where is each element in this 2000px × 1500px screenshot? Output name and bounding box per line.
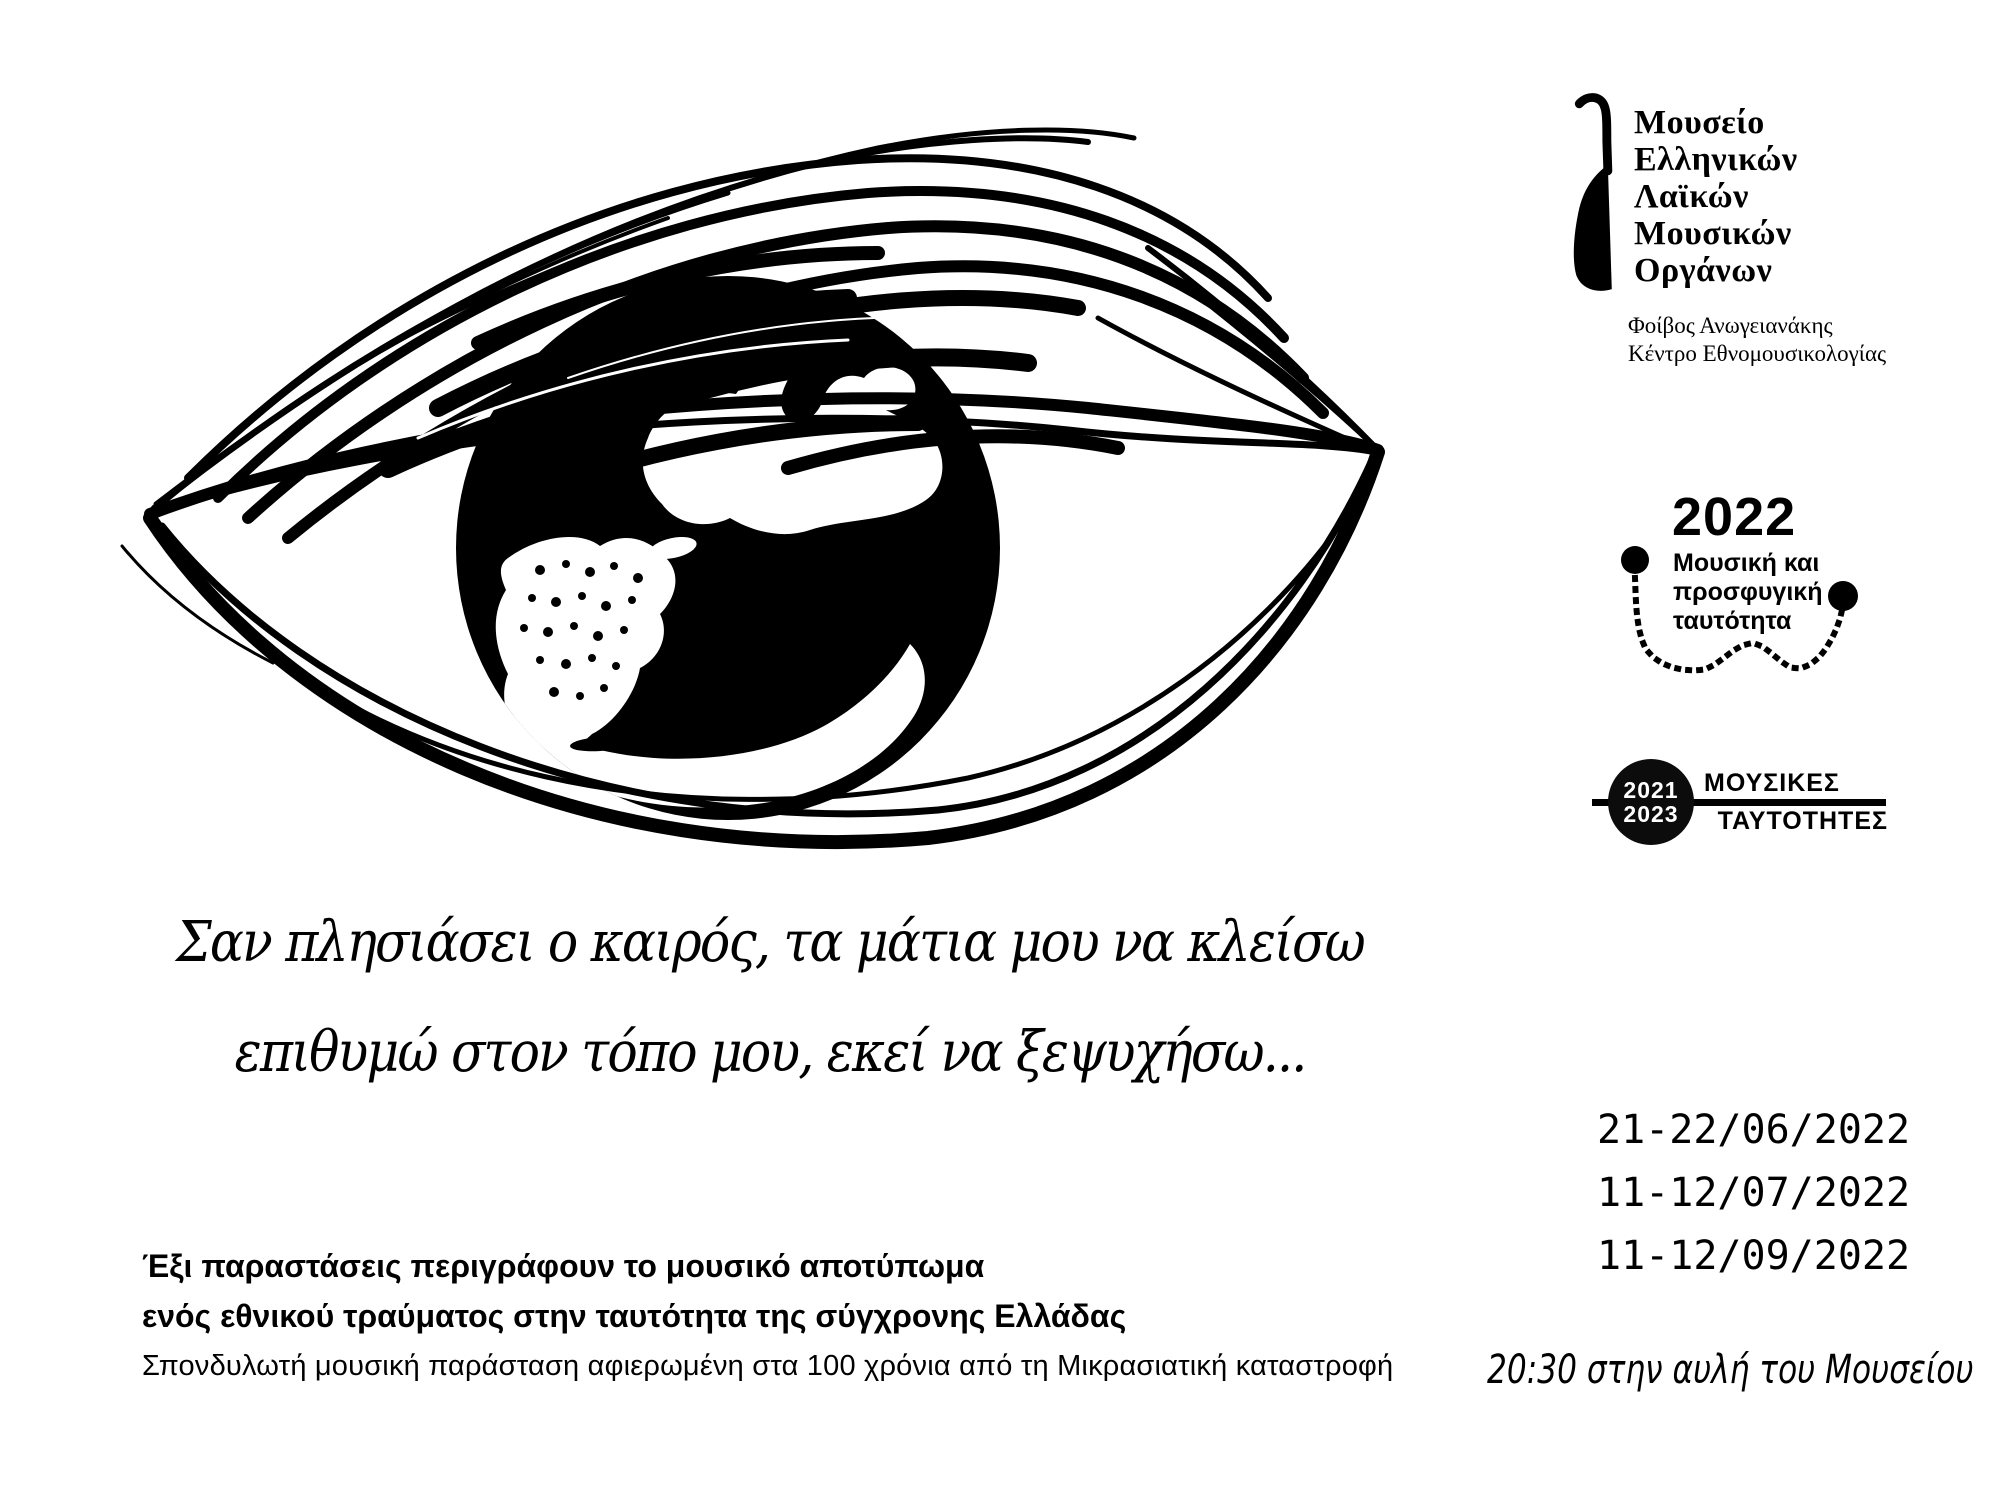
quote: [140, 888, 1400, 1108]
quote-line-2: επιθυμώ στον τόπο μου, εκεί να ξεψυχήσω...: [234, 1020, 1306, 1085]
museum-center-line: Φοίβος Ανωγειανάκης: [1628, 313, 1833, 338]
description-bold-line: Έξι παραστάσεις περιγράφουν το μουσικό αποτύπωμα: [142, 1248, 985, 1284]
performance-date: 11-12/09/2022: [1597, 1233, 1911, 1279]
description-bold-line: ενός εθνικού τραύματος στην ταυτότητα της σύγχρονης Ελλάδας: [142, 1298, 1127, 1334]
museum-name-line: Ελληνικών: [1634, 141, 1798, 178]
quote-line-1: Σαν πλησιάσει ο καιρός, τα μάτια μου να κλείσω: [176, 910, 1364, 975]
museum-name: [1634, 104, 1798, 289]
tambouras-instrument-icon: [1572, 92, 1622, 294]
performance-date: 11-12/07/2022: [1597, 1170, 1911, 1216]
journey-start-dot: [1621, 546, 1649, 574]
time-and-venue: 20:30 στην αυλή του Μουσείου: [1487, 1347, 1974, 1393]
program-subtitle-line: ταυτότητα: [1673, 607, 1792, 635]
badge-year-bottom: 2023: [1623, 801, 1679, 827]
journey-end-dot: [1828, 581, 1858, 611]
description-light: Σπονδυλωτή μουσική παράσταση αφιερωμένη στα 100 χρόνια από τη Μικρασιατική καταστροφή: [142, 1350, 1394, 1382]
badge-label-top: ΜΟΥΣΙΚΕΣ: [1704, 769, 1840, 797]
museum-name-line: Λαϊκών: [1634, 178, 1749, 215]
museum-name-line: Μουσείο: [1634, 104, 1765, 141]
program-subtitle-line: Μουσική και: [1673, 549, 1820, 577]
program-subtitle-line: προσφυγική: [1673, 578, 1823, 606]
performance-dates: [1597, 1099, 1910, 1288]
eye-with-aegean-map-illustration: [88, 78, 1408, 878]
museum-center-name: [1628, 312, 1886, 368]
program-subtitle: [1673, 549, 1822, 636]
badge-label-bottom: ΤΑΥΤΟΤΗΤΕΣ: [1717, 807, 1888, 835]
museum-name-line: Οργάνων: [1634, 252, 1773, 289]
museum-center-line: Κέντρο Εθνομουσικολογίας: [1628, 341, 1887, 366]
performance-date: 21-22/06/2022: [1597, 1107, 1911, 1153]
description-bold: [142, 1241, 1126, 1341]
program-year: 2022: [1672, 487, 1797, 547]
badge-year-top: 2021: [1623, 777, 1679, 803]
museum-name-line: Μουσικών: [1634, 215, 1792, 252]
